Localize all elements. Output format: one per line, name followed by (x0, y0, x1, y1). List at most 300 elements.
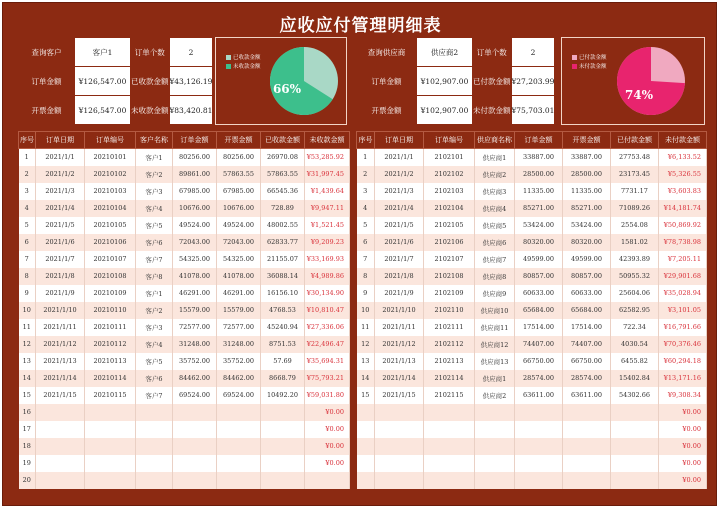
table-cell[interactable] (611, 438, 659, 455)
table-cell[interactable]: 10676.00 (173, 200, 217, 217)
table-cell[interactable]: ¥0.00 (305, 421, 350, 438)
table-cell[interactable]: ¥0.00 (659, 438, 707, 455)
column-header[interactable]: 已收款金额 (261, 132, 305, 149)
table-cell[interactable] (136, 404, 173, 421)
table-cell[interactable]: 85271.00 (563, 200, 611, 217)
table-cell[interactable]: 2021/1/11 (375, 319, 424, 336)
table-cell[interactable]: 9 (357, 285, 375, 302)
table-cell[interactable]: 54302.66 (611, 387, 659, 404)
table-cell[interactable]: 供应商8 (475, 268, 515, 285)
table-cell[interactable]: 46291.00 (173, 285, 217, 302)
table-cell[interactable]: ¥6,133.52 (659, 149, 707, 166)
table-cell[interactable] (217, 421, 261, 438)
table-cell[interactable]: 2021/1/6 (36, 234, 85, 251)
table-cell[interactable] (217, 472, 261, 489)
table-cell[interactable]: 57863.55 (261, 166, 305, 183)
table-cell[interactable]: 供应商4 (475, 200, 515, 217)
table-cell[interactable]: 67985.00 (217, 183, 261, 200)
table-cell[interactable]: 4768.53 (261, 302, 305, 319)
table-cell[interactable]: 62833.77 (261, 234, 305, 251)
table-cell[interactable]: ¥3,603.83 (659, 183, 707, 200)
table-cell[interactable]: 2021/1/9 (375, 285, 424, 302)
table-cell[interactable]: 客户7 (136, 251, 173, 268)
table-cell[interactable]: 45240.94 (261, 319, 305, 336)
table-cell[interactable]: 供应商11 (475, 319, 515, 336)
table-cell[interactable]: ¥53,285.92 (305, 149, 350, 166)
table-cell[interactable]: 49524.00 (173, 217, 217, 234)
table-cell[interactable]: 18 (19, 438, 36, 455)
table-cell[interactable]: ¥70,376.46 (659, 336, 707, 353)
table-cell[interactable]: ¥9,947.11 (305, 200, 350, 217)
table-cell[interactable]: 57863.55 (217, 166, 261, 183)
column-header[interactable]: 未收款金额 (305, 132, 350, 149)
table-cell[interactable]: 2021/1/15 (375, 387, 424, 404)
table-cell[interactable]: ¥0.00 (659, 455, 707, 472)
table-cell[interactable]: 49599.00 (563, 251, 611, 268)
table-cell[interactable]: ¥10,810.47 (305, 302, 350, 319)
table-cell[interactable]: 33887.00 (515, 149, 563, 166)
table-cell[interactable]: 20210105 (85, 217, 136, 234)
table-cell[interactable]: 2021/1/15 (36, 387, 85, 404)
column-header[interactable]: 订单编号 (85, 132, 136, 149)
table-cell[interactable]: 5 (357, 217, 375, 234)
table-cell[interactable]: 84462.00 (217, 370, 261, 387)
table-cell[interactable]: 客户6 (136, 234, 173, 251)
table-cell[interactable]: ¥1,521.45 (305, 217, 350, 234)
table-cell[interactable]: 66545.36 (261, 183, 305, 200)
table-cell[interactable]: 74407.00 (515, 336, 563, 353)
table-cell[interactable] (563, 455, 611, 472)
column-header[interactable]: 未付款金额 (659, 132, 707, 149)
table-cell[interactable] (357, 404, 375, 421)
table-cell[interactable]: 16 (19, 404, 36, 421)
table-cell[interactable] (85, 455, 136, 472)
table-cell[interactable]: 80857.00 (563, 268, 611, 285)
table-cell[interactable] (515, 455, 563, 472)
table-cell[interactable]: 46291.00 (217, 285, 261, 302)
table-cell[interactable]: 客户2 (136, 166, 173, 183)
table-cell[interactable]: 2021/1/5 (375, 217, 424, 234)
table-cell[interactable]: 80857.00 (515, 268, 563, 285)
table-cell[interactable]: ¥33,169.93 (305, 251, 350, 268)
table-cell[interactable]: 26970.08 (261, 149, 305, 166)
table-cell[interactable]: 2102106 (424, 234, 475, 251)
table-cell[interactable]: 20210107 (85, 251, 136, 268)
table-cell[interactable]: 28500.00 (563, 166, 611, 183)
table-cell[interactable]: 客户1 (136, 285, 173, 302)
table-cell[interactable]: 69524.00 (217, 387, 261, 404)
table-cell[interactable]: ¥59,031.80 (305, 387, 350, 404)
table-cell[interactable]: 15 (357, 387, 375, 404)
table-cell[interactable]: 2021/1/9 (36, 285, 85, 302)
table-cell[interactable]: 2021/1/4 (36, 200, 85, 217)
table-cell[interactable] (515, 438, 563, 455)
table-cell[interactable]: 28574.00 (563, 370, 611, 387)
table-cell[interactable]: 15579.00 (173, 302, 217, 319)
table-cell[interactable]: 客户5 (136, 217, 173, 234)
table-cell[interactable]: 客户4 (136, 200, 173, 217)
table-cell[interactable]: 19 (19, 455, 36, 472)
table-cell[interactable]: 8 (357, 268, 375, 285)
table-cell[interactable]: 11335.00 (563, 183, 611, 200)
table-cell[interactable]: 供应商1 (475, 370, 515, 387)
table-cell[interactable]: 2021/1/1 (36, 149, 85, 166)
table-cell[interactable]: 9 (19, 285, 36, 302)
table-cell[interactable]: 20210108 (85, 268, 136, 285)
table-cell[interactable]: 客户7 (136, 387, 173, 404)
table-cell[interactable] (36, 421, 85, 438)
table-cell[interactable]: 41078.00 (173, 268, 217, 285)
table-cell[interactable] (173, 455, 217, 472)
table-cell[interactable] (475, 438, 515, 455)
table-cell[interactable]: ¥35,694.31 (305, 353, 350, 370)
table-cell[interactable]: 17514.00 (563, 319, 611, 336)
table-cell[interactable]: 1 (357, 149, 375, 166)
table-cell[interactable]: 2021/1/13 (375, 353, 424, 370)
table-cell[interactable]: 2102101 (424, 149, 475, 166)
table-cell[interactable] (85, 438, 136, 455)
table-cell[interactable]: ¥13,171.16 (659, 370, 707, 387)
table-cell[interactable]: 供应商3 (475, 183, 515, 200)
table-cell[interactable]: 20210104 (85, 200, 136, 217)
table-cell[interactable] (424, 438, 475, 455)
table-cell[interactable] (424, 404, 475, 421)
column-header[interactable]: 供应商名称 (475, 132, 515, 149)
table-cell[interactable]: ¥31,997.45 (305, 166, 350, 183)
table-cell[interactable]: 12 (357, 336, 375, 353)
table-cell[interactable] (173, 438, 217, 455)
table-cell[interactable]: 35752.00 (173, 353, 217, 370)
table-cell[interactable]: 2021/1/6 (375, 234, 424, 251)
table-cell[interactable] (357, 472, 375, 489)
table-cell[interactable]: 50955.32 (611, 268, 659, 285)
table-cell[interactable]: 2021/1/4 (375, 200, 424, 217)
column-header[interactable]: 序号 (357, 132, 375, 149)
table-cell[interactable]: ¥0.00 (305, 455, 350, 472)
column-header[interactable]: 订单日期 (36, 132, 85, 149)
table-cell[interactable]: 8751.53 (261, 336, 305, 353)
table-cell[interactable]: 16156.10 (261, 285, 305, 302)
table-cell[interactable]: ¥78,738.98 (659, 234, 707, 251)
table-cell[interactable]: 63611.00 (515, 387, 563, 404)
table-cell[interactable]: 2021/1/14 (36, 370, 85, 387)
table-cell[interactable]: 42393.89 (611, 251, 659, 268)
table-cell[interactable] (475, 421, 515, 438)
table-cell[interactable]: 7 (19, 251, 36, 268)
table-cell[interactable]: 2554.08 (611, 217, 659, 234)
table-cell[interactable]: 2021/1/5 (36, 217, 85, 234)
table-cell[interactable]: 客户2 (136, 302, 173, 319)
table-cell[interactable]: 2021/1/8 (375, 268, 424, 285)
table-cell[interactable]: 10676.00 (217, 200, 261, 217)
table-cell[interactable] (611, 404, 659, 421)
table-cell[interactable]: 20210110 (85, 302, 136, 319)
table-cell[interactable] (217, 404, 261, 421)
table-cell[interactable]: 31248.00 (173, 336, 217, 353)
table-cell[interactable] (475, 455, 515, 472)
table-cell[interactable]: 80320.00 (563, 234, 611, 251)
table-cell[interactable] (563, 421, 611, 438)
table-cell[interactable]: 1581.02 (611, 234, 659, 251)
column-header[interactable]: 开票金额 (563, 132, 611, 149)
table-cell[interactable]: ¥35,028.94 (659, 285, 707, 302)
table-cell[interactable]: 15402.84 (611, 370, 659, 387)
table-cell[interactable]: 2021/1/1 (375, 149, 424, 166)
table-cell[interactable]: 12 (19, 336, 36, 353)
table-cell[interactable]: 2102104 (424, 200, 475, 217)
table-cell[interactable]: 20210114 (85, 370, 136, 387)
table-cell[interactable]: 71089.26 (611, 200, 659, 217)
table-cell[interactable]: 20210109 (85, 285, 136, 302)
table-cell[interactable] (85, 421, 136, 438)
table-cell[interactable]: 65684.00 (563, 302, 611, 319)
table-cell[interactable]: 17 (19, 421, 36, 438)
table-cell[interactable]: 10492.20 (261, 387, 305, 404)
table-cell[interactable]: 2102114 (424, 370, 475, 387)
table-cell[interactable]: 5 (19, 217, 36, 234)
table-cell[interactable] (611, 472, 659, 489)
table-cell[interactable]: 53424.00 (563, 217, 611, 234)
table-cell[interactable]: ¥5,326.55 (659, 166, 707, 183)
table-cell[interactable]: 8668.79 (261, 370, 305, 387)
table-cell[interactable]: 2102109 (424, 285, 475, 302)
table-cell[interactable] (515, 404, 563, 421)
table-cell[interactable]: 7731.17 (611, 183, 659, 200)
table-cell[interactable] (136, 438, 173, 455)
table-cell[interactable]: 2102102 (424, 166, 475, 183)
table-cell[interactable]: 72577.00 (173, 319, 217, 336)
table-cell[interactable]: 2102107 (424, 251, 475, 268)
table-cell[interactable] (85, 472, 136, 489)
table-cell[interactable]: 4030.54 (611, 336, 659, 353)
table-cell[interactable] (375, 404, 424, 421)
table-cell[interactable] (261, 438, 305, 455)
table-cell[interactable]: 10 (357, 302, 375, 319)
table-cell[interactable]: 供应商5 (475, 217, 515, 234)
table-cell[interactable]: 供应商13 (475, 353, 515, 370)
table-cell[interactable]: 54325.00 (173, 251, 217, 268)
table-cell[interactable]: 15 (19, 387, 36, 404)
table-cell[interactable]: 2021/1/3 (375, 183, 424, 200)
table-cell[interactable]: 80320.00 (515, 234, 563, 251)
table-cell[interactable]: 供应商7 (475, 251, 515, 268)
table-cell[interactable] (611, 455, 659, 472)
table-cell[interactable] (424, 455, 475, 472)
table-cell[interactable]: 4 (19, 200, 36, 217)
table-cell[interactable]: 33887.00 (563, 149, 611, 166)
table-cell[interactable] (173, 472, 217, 489)
table-cell[interactable]: 10 (19, 302, 36, 319)
table-cell[interactable] (173, 421, 217, 438)
table-cell[interactable]: 80256.00 (173, 149, 217, 166)
table-cell[interactable]: 36088.14 (261, 268, 305, 285)
table-cell[interactable]: 20 (19, 472, 36, 489)
table-cell[interactable] (563, 472, 611, 489)
table-cell[interactable]: 48002.55 (261, 217, 305, 234)
table-cell[interactable]: ¥0.00 (659, 421, 707, 438)
table-cell[interactable]: 2102113 (424, 353, 475, 370)
table-cell[interactable] (375, 438, 424, 455)
table-cell[interactable]: 2 (19, 166, 36, 183)
table-cell[interactable]: 57.69 (261, 353, 305, 370)
table-cell[interactable]: 供应商9 (475, 285, 515, 302)
table-cell[interactable]: 1 (19, 149, 36, 166)
table-cell[interactable]: ¥29,901.68 (659, 268, 707, 285)
table-cell[interactable]: 72577.00 (217, 319, 261, 336)
table-cell[interactable]: 客户6 (136, 370, 173, 387)
table-cell[interactable] (515, 472, 563, 489)
table-cell[interactable]: 6455.82 (611, 353, 659, 370)
table-cell[interactable]: 20210112 (85, 336, 136, 353)
table-cell[interactable] (136, 455, 173, 472)
table-cell[interactable]: 72043.00 (173, 234, 217, 251)
table-cell[interactable]: 供应商6 (475, 234, 515, 251)
table-cell[interactable]: ¥22,496.47 (305, 336, 350, 353)
table-cell[interactable]: ¥0.00 (305, 438, 350, 455)
table-cell[interactable] (36, 455, 85, 472)
table-cell[interactable]: 62582.95 (611, 302, 659, 319)
table-cell[interactable] (261, 455, 305, 472)
column-header[interactable]: 订单日期 (375, 132, 424, 149)
table-cell[interactable]: 2102115 (424, 387, 475, 404)
table-cell[interactable] (375, 455, 424, 472)
table-cell[interactable]: 23173.45 (611, 166, 659, 183)
table-cell[interactable]: ¥14,181.74 (659, 200, 707, 217)
table-cell[interactable]: 客户8 (136, 268, 173, 285)
table-cell[interactable]: 4 (357, 200, 375, 217)
table-cell[interactable]: 28574.00 (515, 370, 563, 387)
table-cell[interactable] (36, 472, 85, 489)
table-cell[interactable]: ¥0.00 (305, 404, 350, 421)
table-cell[interactable]: 74407.00 (563, 336, 611, 353)
table-cell[interactable]: 2021/1/7 (375, 251, 424, 268)
table-cell[interactable]: 20210102 (85, 166, 136, 183)
table-cell[interactable]: 20210103 (85, 183, 136, 200)
table-cell[interactable]: 7 (357, 251, 375, 268)
table-cell[interactable]: 69524.00 (173, 387, 217, 404)
table-cell[interactable]: 3 (357, 183, 375, 200)
table-cell[interactable]: 14 (19, 370, 36, 387)
table-cell[interactable]: ¥4,989.86 (305, 268, 350, 285)
table-cell[interactable]: 80256.00 (217, 149, 261, 166)
table-cell[interactable] (357, 438, 375, 455)
table-cell[interactable]: 6 (19, 234, 36, 251)
table-cell[interactable] (217, 438, 261, 455)
table-cell[interactable]: 65684.00 (515, 302, 563, 319)
table-cell[interactable]: 供应商10 (475, 302, 515, 319)
table-cell[interactable]: 89861.00 (173, 166, 217, 183)
table-cell[interactable]: 13 (357, 353, 375, 370)
table-cell[interactable]: 2021/1/8 (36, 268, 85, 285)
table-cell[interactable] (36, 404, 85, 421)
table-cell[interactable]: 25604.06 (611, 285, 659, 302)
column-header[interactable]: 订单金额 (173, 132, 217, 149)
table-cell[interactable]: ¥1,439.64 (305, 183, 350, 200)
table-cell[interactable] (217, 455, 261, 472)
table-cell[interactable] (424, 472, 475, 489)
table-cell[interactable]: 2102110 (424, 302, 475, 319)
table-cell[interactable]: 28500.00 (515, 166, 563, 183)
table-cell[interactable]: 20210115 (85, 387, 136, 404)
table-cell[interactable]: 2021/1/10 (375, 302, 424, 319)
table-cell[interactable]: ¥27,336.06 (305, 319, 350, 336)
table-cell[interactable]: 13 (19, 353, 36, 370)
table-cell[interactable]: 20210101 (85, 149, 136, 166)
table-cell[interactable]: 2102112 (424, 336, 475, 353)
table-cell[interactable]: ¥75,793.21 (305, 370, 350, 387)
column-header[interactable]: 已付款金额 (611, 132, 659, 149)
table-cell[interactable]: 客户3 (136, 183, 173, 200)
table-cell[interactable]: 84462.00 (173, 370, 217, 387)
table-cell[interactable]: 728.89 (261, 200, 305, 217)
table-cell[interactable]: 54325.00 (217, 251, 261, 268)
table-cell[interactable] (563, 438, 611, 455)
table-cell[interactable]: 20210111 (85, 319, 136, 336)
table-cell[interactable]: 27753.48 (611, 149, 659, 166)
table-cell[interactable]: 35752.00 (217, 353, 261, 370)
table-cell[interactable]: 3 (19, 183, 36, 200)
table-cell[interactable]: 2021/1/11 (36, 319, 85, 336)
table-cell[interactable] (261, 404, 305, 421)
table-cell[interactable] (611, 421, 659, 438)
table-cell[interactable]: 20210106 (85, 234, 136, 251)
table-cell[interactable] (173, 404, 217, 421)
table-cell[interactable]: 2021/1/7 (36, 251, 85, 268)
table-cell[interactable] (424, 421, 475, 438)
table-cell[interactable] (375, 421, 424, 438)
table-cell[interactable]: 客户4 (136, 336, 173, 353)
table-cell[interactable]: 2102105 (424, 217, 475, 234)
table-cell[interactable]: ¥0.00 (659, 404, 707, 421)
table-cell[interactable]: 供应商1 (475, 149, 515, 166)
table-cell[interactable]: 49599.00 (515, 251, 563, 268)
table-cell[interactable]: ¥60,294.18 (659, 353, 707, 370)
table-cell[interactable]: 2102111 (424, 319, 475, 336)
table-cell[interactable]: 2102108 (424, 268, 475, 285)
table-cell[interactable]: 17514.00 (515, 319, 563, 336)
table-cell[interactable]: 21155.07 (261, 251, 305, 268)
column-header[interactable]: 序号 (19, 132, 36, 149)
table-cell[interactable] (261, 421, 305, 438)
table-cell[interactable] (357, 455, 375, 472)
table-cell[interactable]: 60633.00 (515, 285, 563, 302)
table-cell[interactable] (36, 438, 85, 455)
table-cell[interactable]: 722.34 (611, 319, 659, 336)
table-cell[interactable]: ¥9,308.34 (659, 387, 707, 404)
table-cell[interactable] (375, 472, 424, 489)
table-cell[interactable]: 2 (357, 166, 375, 183)
table-cell[interactable]: 31248.00 (217, 336, 261, 353)
table-cell[interactable]: 66750.00 (515, 353, 563, 370)
table-cell[interactable] (136, 472, 173, 489)
table-cell[interactable]: 2021/1/12 (375, 336, 424, 353)
table-cell[interactable]: ¥3,101.05 (659, 302, 707, 319)
table-cell[interactable]: 2021/1/13 (36, 353, 85, 370)
column-header[interactable]: 订单金额 (515, 132, 563, 149)
table-cell[interactable] (515, 421, 563, 438)
customer-select[interactable]: 客户1 (75, 38, 131, 67)
table-cell[interactable]: 客户3 (136, 319, 173, 336)
table-cell[interactable]: ¥30,134.90 (305, 285, 350, 302)
table-cell[interactable]: 供应商2 (475, 387, 515, 404)
table-cell[interactable]: 2021/1/12 (36, 336, 85, 353)
table-cell[interactable]: 15579.00 (217, 302, 261, 319)
table-cell[interactable]: ¥7,205.11 (659, 251, 707, 268)
table-cell[interactable]: 8 (19, 268, 36, 285)
table-cell[interactable]: 供应商2 (475, 166, 515, 183)
column-header[interactable]: 订单编号 (424, 132, 475, 149)
table-cell[interactable] (475, 472, 515, 489)
